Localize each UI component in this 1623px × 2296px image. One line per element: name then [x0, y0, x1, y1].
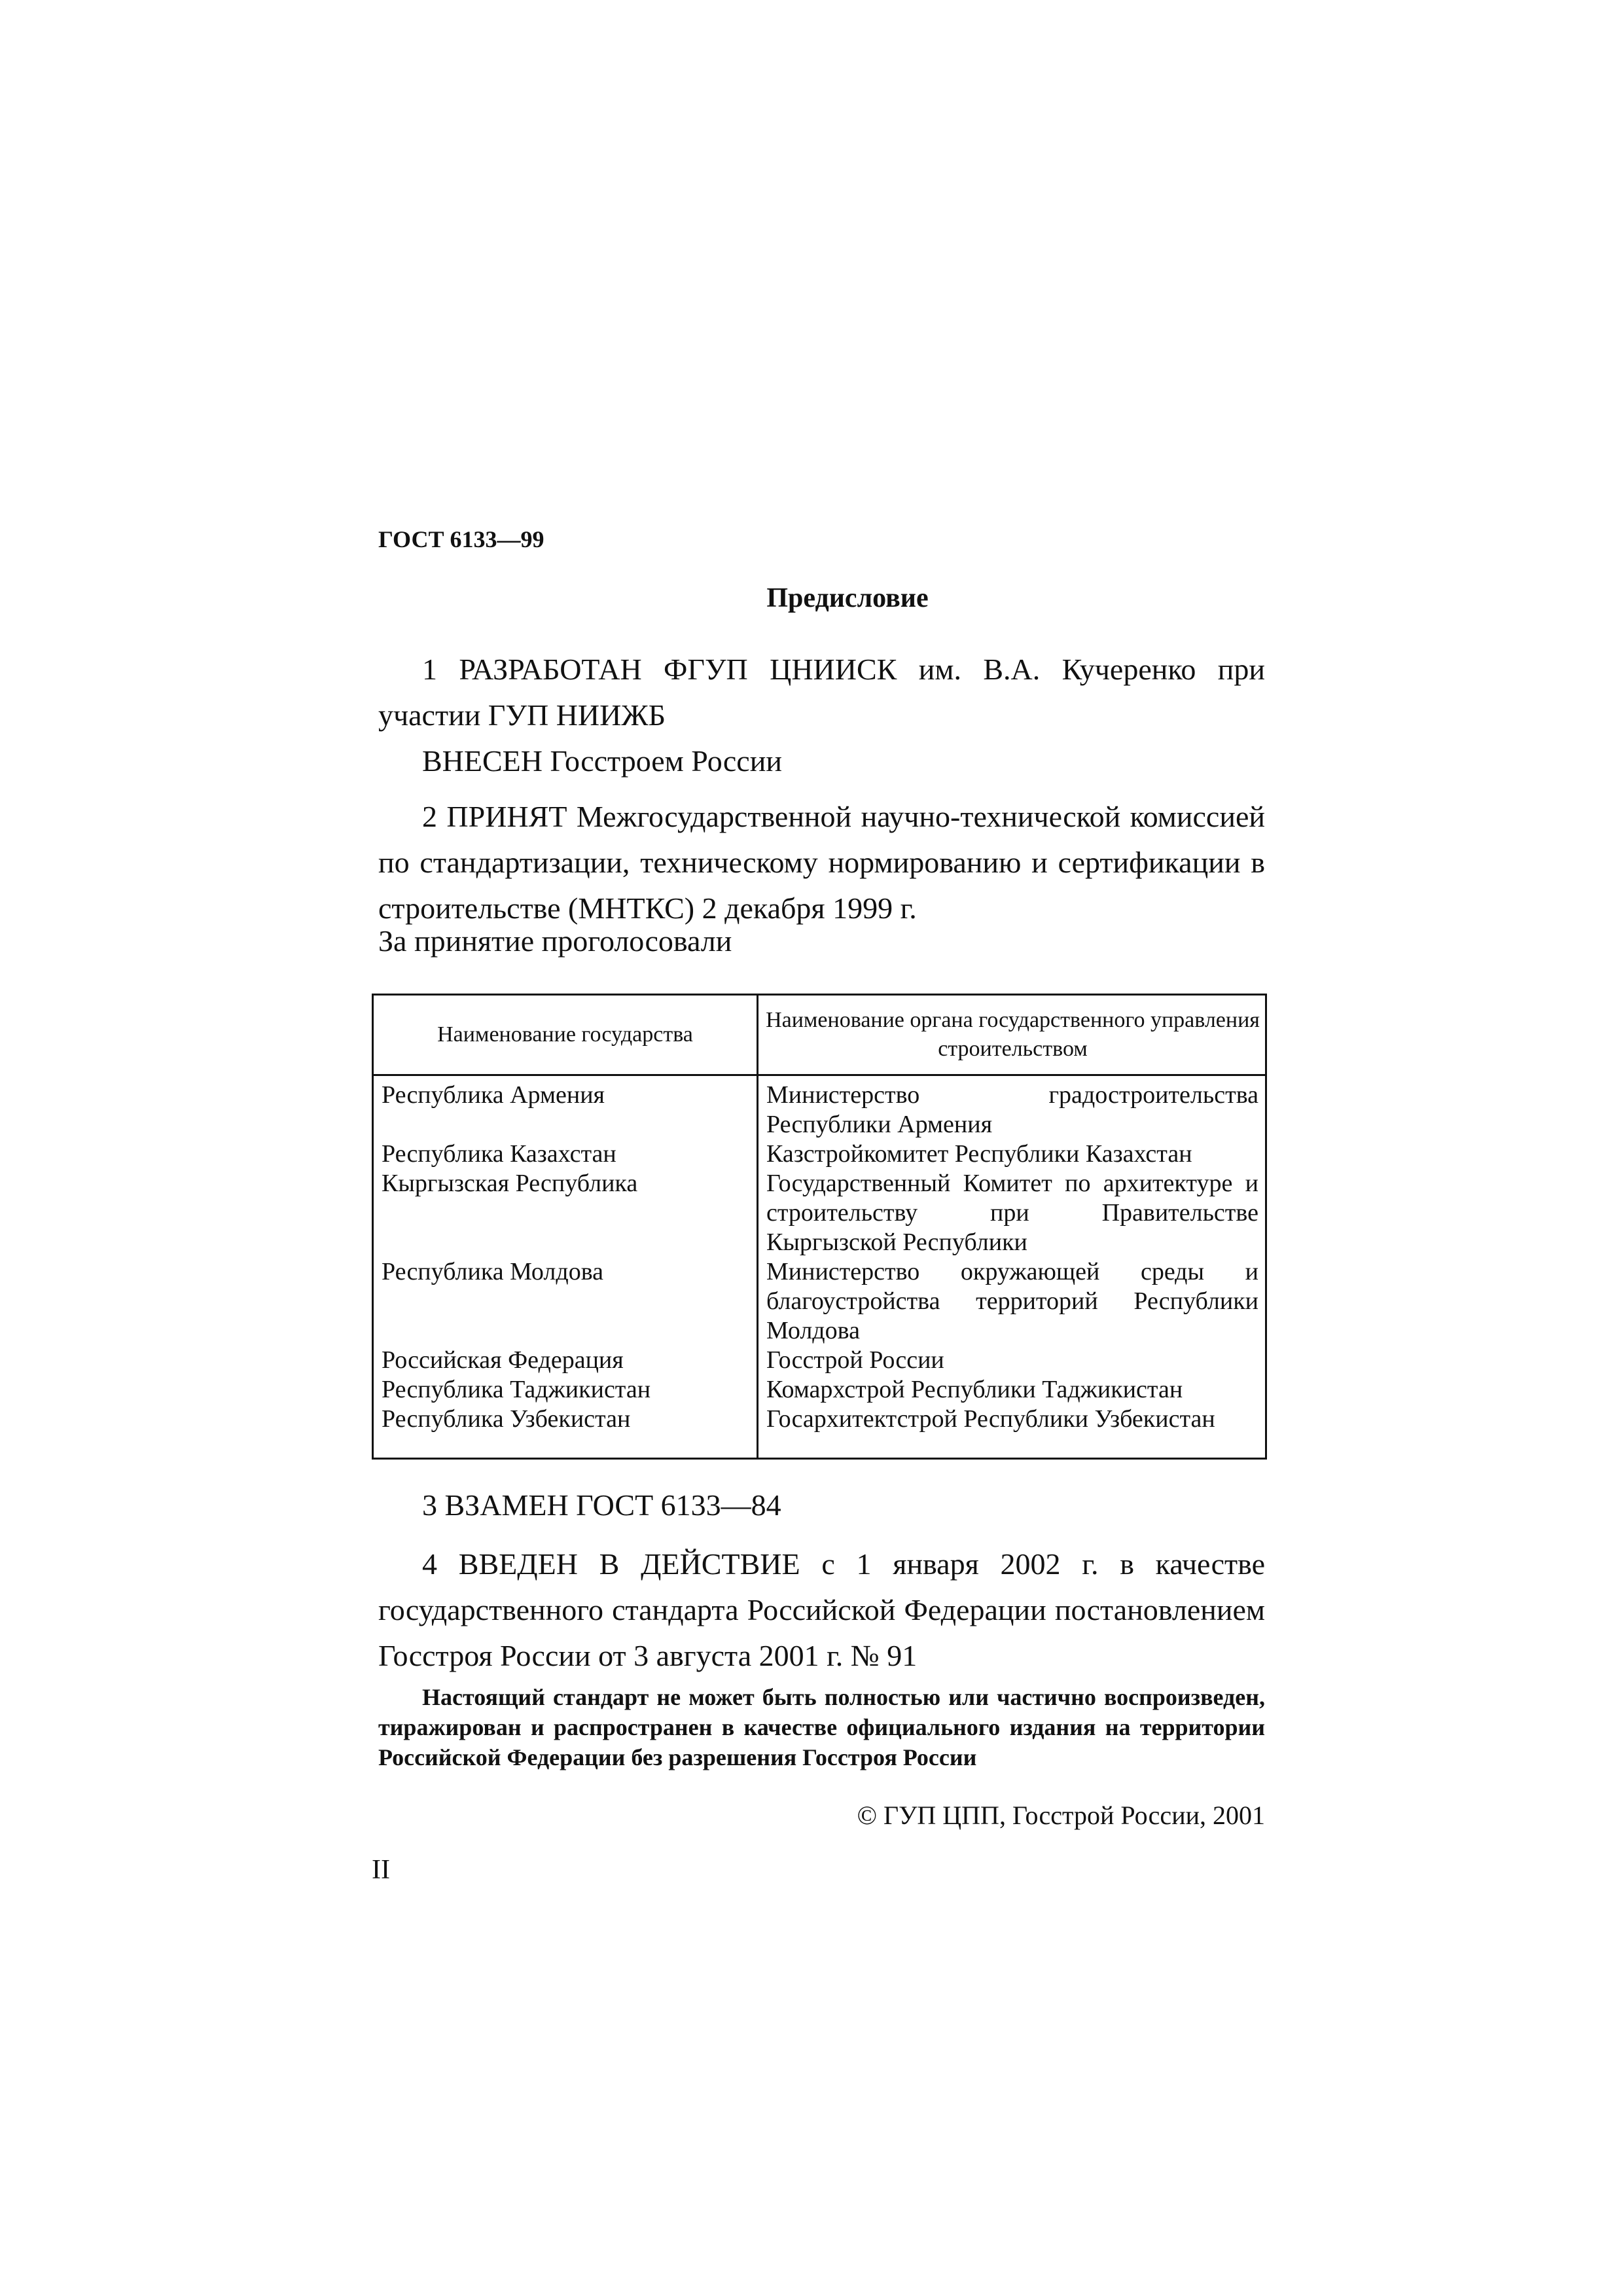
table-cell-state: Республика Казахстан: [382, 1140, 616, 1168]
table-column-bodies: [766, 1081, 1258, 1434]
paragraph-developed-text: 1 РАЗРАБОТАН ФГУП ЦНИИСК им. В.А. Кучеренко при участии ГУП НИИЖБ: [378, 653, 1265, 732]
table-cell-state: Кыргызская Республика: [382, 1170, 638, 1197]
paragraph-adopted: [378, 794, 1265, 931]
table-cell-state: Республика Узбекистан: [382, 1405, 631, 1433]
copyright-line: © ГУП ЦПП, Госстрой России, 2001: [857, 1801, 1265, 1830]
paragraph-replaces-text: 3 ВЗАМЕН ГОСТ 6133—84: [422, 1488, 781, 1522]
paragraph-developed: [378, 647, 1265, 738]
paragraph-voted: За принятие проголосовали: [378, 924, 732, 958]
page-number: II: [372, 1855, 390, 1885]
table-header-state: Наименование государства: [437, 1022, 693, 1047]
paragraph-introduced-by: [378, 738, 1265, 784]
table-cell-body: Министерство градостроительства Республики Армения: [766, 1081, 1258, 1138]
document-code: ГОСТ 6133—99: [378, 526, 544, 552]
table-column-states: [382, 1081, 751, 1434]
table-header-body: Наименование органа государственного управления строительством: [766, 1008, 1260, 1061]
table-cell-body: Казстройкомитет Республики Казахстан: [766, 1140, 1192, 1168]
paragraph-effective-text: 4 ВВЕДЕН В ДЕЙСТВИЕ с 1 января 2002 г. в качестве государственного стандарта Российской Федерации постановлением Госстроя России от 3 августа 2001 г. № 91: [378, 1547, 1265, 1672]
table-cell-body: Министерство окружающей среды и благоустройства территорий Республики Молдова: [766, 1258, 1258, 1344]
table-cell-body: Госстрой России: [766, 1346, 944, 1374]
voting-states-table: [372, 994, 1267, 1460]
paragraph-introduced-by-text: ВНЕСЕН Госстроем России: [422, 744, 782, 778]
table-header-divider: [374, 1074, 1265, 1076]
paragraph-effective: [378, 1541, 1265, 1679]
paragraph-adopted-text: 2 ПРИНЯТ Межгосударственной научно-технической комиссией по стандартизации, техническому нормированию и сертификации в строительстве (МНТКС) 2 декабря 1999 г.: [378, 800, 1265, 925]
table-cell-body: Государственный Комитет по архитектуре и строительству при Правительстве Кыргызской Республики: [766, 1170, 1258, 1256]
table-cell-state: Республика Таджикистан: [382, 1376, 651, 1403]
table-cell-state: Российская Федерация: [382, 1346, 624, 1374]
table-cell-body: Госархитектстрой Республики Узбекистан: [766, 1405, 1215, 1433]
paragraph-replaces: [378, 1482, 1265, 1528]
table-cell-state: Республика Молдова: [382, 1258, 604, 1285]
table-cell-body: Комархстрой Республики Таджикистан: [766, 1376, 1183, 1403]
table-cell-state: Республика Армения: [382, 1081, 605, 1109]
reproduction-notice: Настоящий стандарт не может быть полностью или частично воспроизведен, тиражирован и распространен в качестве официального издания на территории Российской Федерации без разрешения Госстроя России: [378, 1684, 1265, 1770]
page-title: Предисловие: [766, 583, 929, 613]
